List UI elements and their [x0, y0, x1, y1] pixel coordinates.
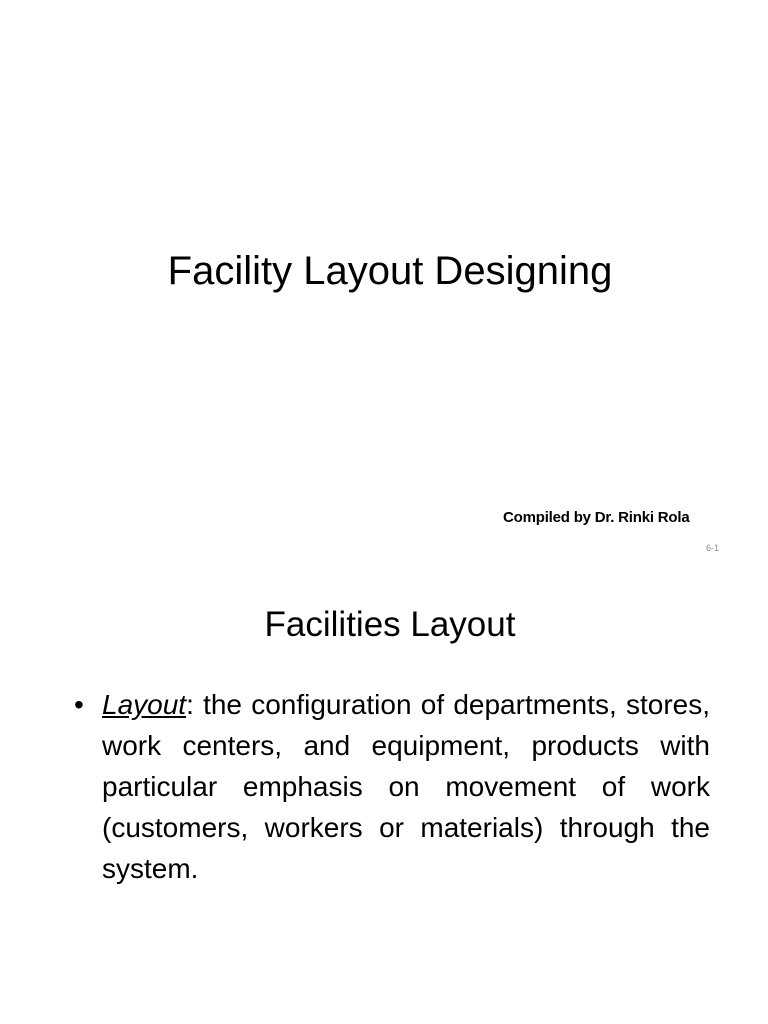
slide-2 [0, 576, 768, 1024]
author-credit: Compiled by Dr. Rinki Rola [503, 509, 690, 526]
page-number: 6-1 [706, 543, 720, 553]
defined-term: Layout [102, 689, 187, 720]
bullet-item [74, 684, 710, 889]
slide-title: Facilities Layout [264, 605, 516, 644]
bullet-marker: • [74, 689, 84, 720]
bullet-text [102, 684, 710, 889]
slide-title: Facility Layout Designing [167, 249, 613, 293]
term-definition: : the configuration of departments, stores, work centers, and equipment, products with particular emphasis on movement of work (customers, workers or materials) through the system. [102, 689, 710, 884]
